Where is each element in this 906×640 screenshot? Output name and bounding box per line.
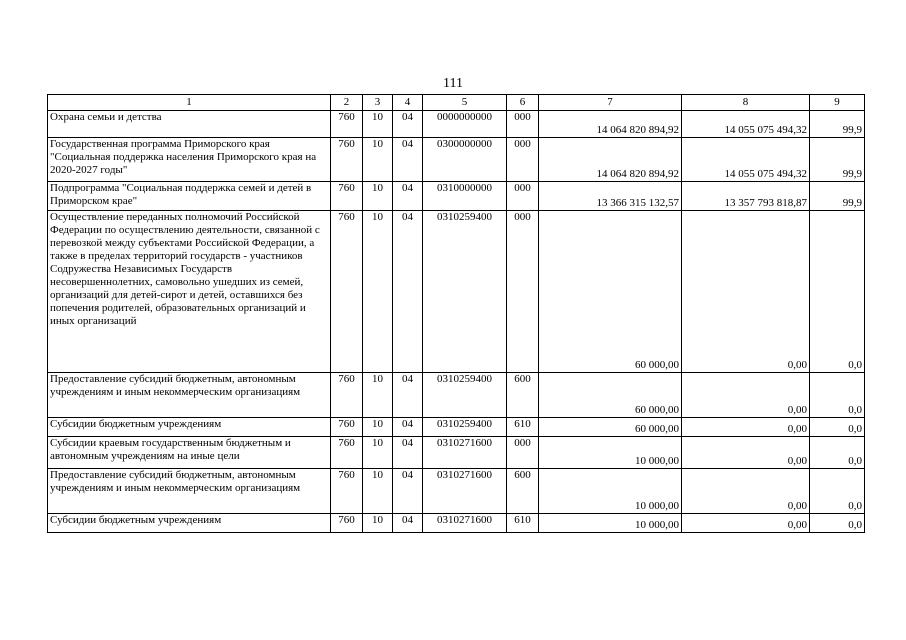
col-7: 13 366 315 132,57	[539, 182, 682, 211]
col-6: 600	[507, 373, 539, 418]
header-cell: 7	[539, 95, 682, 111]
col-3: 10	[363, 138, 393, 182]
table-row	[48, 373, 865, 418]
row-name: Субсидии краевым государственным бюджетным и автономным учреждениям на иные цели	[48, 437, 331, 469]
col-6: 000	[507, 211, 539, 373]
table-row	[48, 469, 865, 514]
col-3: 10	[363, 514, 393, 533]
header-cell: 4	[393, 95, 423, 111]
col-4: 04	[393, 111, 423, 138]
col-6: 000	[507, 437, 539, 469]
col-6: 610	[507, 514, 539, 533]
row-name: Охрана семьи и детства	[48, 111, 331, 138]
col-5: 0310259400	[423, 373, 507, 418]
table-row	[48, 138, 865, 182]
header-cell: 1	[48, 95, 331, 111]
col-5: 0310000000	[423, 182, 507, 211]
col-3: 10	[363, 373, 393, 418]
table-row	[48, 182, 865, 211]
table-row	[48, 418, 865, 437]
col-8: 0,00	[682, 437, 810, 469]
col-6: 000	[507, 111, 539, 138]
col-2: 760	[331, 138, 363, 182]
row-name: Субсидии бюджетным учреждениям	[48, 418, 331, 437]
col-7: 10 000,00	[539, 514, 682, 533]
col-3: 10	[363, 182, 393, 211]
col-9: 0,0	[810, 437, 865, 469]
col-4: 04	[393, 418, 423, 437]
col-7: 10 000,00	[539, 469, 682, 514]
col-3: 10	[363, 211, 393, 373]
col-7: 14 064 820 894,92	[539, 138, 682, 182]
col-5: 0310271600	[423, 514, 507, 533]
header-cell: 6	[507, 95, 539, 111]
col-4: 04	[393, 373, 423, 418]
col-4: 04	[393, 182, 423, 211]
col-2: 760	[331, 211, 363, 373]
col-8: 0,00	[682, 373, 810, 418]
col-2: 760	[331, 373, 363, 418]
col-4: 04	[393, 514, 423, 533]
row-name: Предоставление субсидий бюджетным, автономным учреждениям и иным некоммерческим организациям	[48, 373, 331, 418]
col-5: 0310259400	[423, 211, 507, 373]
col-4: 04	[393, 469, 423, 514]
col-9: 99,9	[810, 138, 865, 182]
row-name: Осуществление переданных полномочий Российской Федерации по осуществлению деятельности, связанной с перевозкой между субъектами Российской Федерации, а также в пределах территорий государств - участников Содружества Независимых Государств несовершеннолетних, самовольно ушедших из семей, организаций для детей-сирот и детей, оставшихся без попечения родителей, образовательных организаций и иных организаций	[48, 211, 331, 373]
table-row	[48, 211, 865, 373]
col-5: 0310259400	[423, 418, 507, 437]
col-4: 04	[393, 211, 423, 373]
col-2: 760	[331, 437, 363, 469]
col-2: 760	[331, 111, 363, 138]
col-6: 000	[507, 182, 539, 211]
col-5: 0000000000	[423, 111, 507, 138]
col-9: 99,9	[810, 111, 865, 138]
col-4: 04	[393, 437, 423, 469]
col-2: 760	[331, 418, 363, 437]
col-2: 760	[331, 514, 363, 533]
table-row	[48, 111, 865, 138]
col-9: 0,0	[810, 373, 865, 418]
header-cell: 9	[810, 95, 865, 111]
col-2: 760	[331, 469, 363, 514]
col-9: 0,0	[810, 514, 865, 533]
header-cell: 2	[331, 95, 363, 111]
row-name: Субсидии бюджетным учреждениям	[48, 514, 331, 533]
col-9: 0,0	[810, 211, 865, 373]
col-3: 10	[363, 469, 393, 514]
col-8: 0,00	[682, 469, 810, 514]
col-8: 14 055 075 494,32	[682, 111, 810, 138]
col-8: 13 357 793 818,87	[682, 182, 810, 211]
col-4: 04	[393, 138, 423, 182]
table-row	[48, 514, 865, 533]
row-name: Государственная программа Приморского края "Социальная поддержка населения Приморского края на 2020-2027 годы"	[48, 138, 331, 182]
col-9: 99,9	[810, 182, 865, 211]
col-7: 10 000,00	[539, 437, 682, 469]
col-6: 000	[507, 138, 539, 182]
row-name: Предоставление субсидий бюджетным, автономным учреждениям и иным некоммерческим организациям	[48, 469, 331, 514]
col-5: 0300000000	[423, 138, 507, 182]
col-6: 610	[507, 418, 539, 437]
col-5: 0310271600	[423, 469, 507, 514]
row-name: Подпрограмма "Социальная поддержка семей и детей в Приморском крае"	[48, 182, 331, 211]
col-5: 0310271600	[423, 437, 507, 469]
page-number: 111	[443, 76, 463, 91]
col-8: 14 055 075 494,32	[682, 138, 810, 182]
col-7: 60 000,00	[539, 418, 682, 437]
header-cell: 5	[423, 95, 507, 111]
col-8: 0,00	[682, 514, 810, 533]
col-7: 60 000,00	[539, 211, 682, 373]
col-3: 10	[363, 111, 393, 138]
col-6: 600	[507, 469, 539, 514]
col-7: 14 064 820 894,92	[539, 111, 682, 138]
header-cell: 3	[363, 95, 393, 111]
table-row	[48, 437, 865, 469]
col-8: 0,00	[682, 211, 810, 373]
col-8: 0,00	[682, 418, 810, 437]
col-9: 0,0	[810, 418, 865, 437]
budget-table	[47, 94, 865, 533]
col-9: 0,0	[810, 469, 865, 514]
header-row	[48, 95, 865, 111]
header-cell: 8	[682, 95, 810, 111]
col-2: 760	[331, 182, 363, 211]
col-7: 60 000,00	[539, 373, 682, 418]
col-3: 10	[363, 437, 393, 469]
col-3: 10	[363, 418, 393, 437]
